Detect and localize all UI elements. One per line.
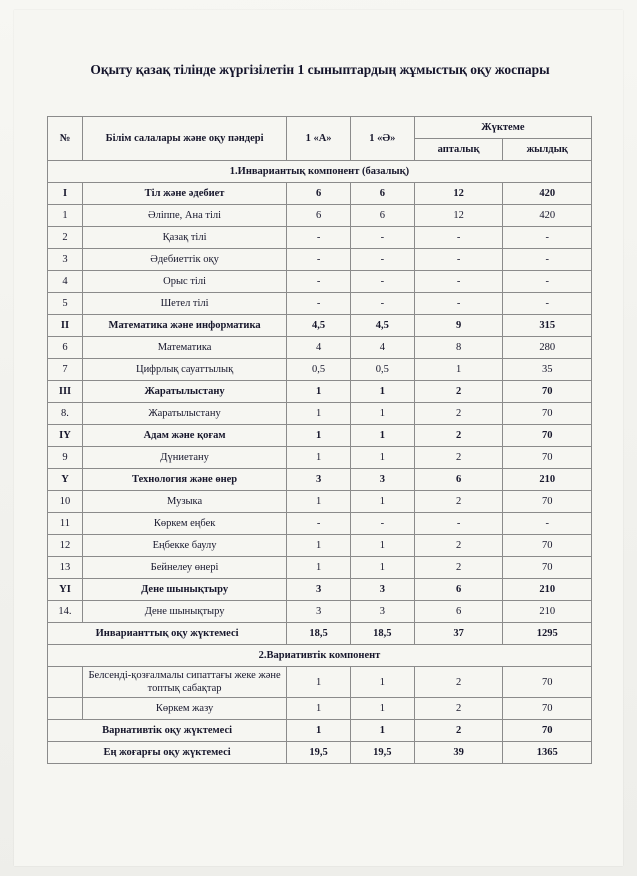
cell-class-a: 6 (287, 205, 351, 227)
cell-subject: Математика (82, 337, 286, 359)
cell-no: 10 (48, 491, 83, 513)
cell-subject: Цифрлық сауаттылық (82, 359, 286, 381)
cell-class-b: - (350, 513, 414, 535)
header-yearly: жылдық (503, 139, 592, 161)
cell-no: IY (48, 425, 83, 447)
table-body (48, 161, 592, 764)
cell-subject: Тіл және әдебиет (82, 183, 286, 205)
cell-class-b: 4 (350, 337, 414, 359)
cell-no (48, 698, 83, 720)
cell-yearly: 70 (503, 403, 592, 425)
cell-weekly: 2 (414, 720, 503, 742)
cell-weekly: 39 (414, 742, 503, 764)
table-row (48, 447, 592, 469)
cell-subject: Шетел тілі (82, 293, 286, 315)
table-row (48, 557, 592, 579)
cell-class-b: 1 (350, 720, 414, 742)
cell-yearly: 70 (503, 535, 592, 557)
cell-yearly: 210 (503, 579, 592, 601)
cell-weekly: 2 (414, 557, 503, 579)
cell-no: I (48, 183, 83, 205)
cell-class-a: 1 (287, 425, 351, 447)
cell-no: 12 (48, 535, 83, 557)
cell-yearly: - (503, 227, 592, 249)
cell-yearly: 315 (503, 315, 592, 337)
cell-no: 1 (48, 205, 83, 227)
table-row (48, 579, 592, 601)
cell-weekly: - (414, 227, 503, 249)
cell-class-a: 1 (287, 381, 351, 403)
cell-class-b: - (350, 271, 414, 293)
cell-no: 11 (48, 513, 83, 535)
cell-class-b: 1 (350, 403, 414, 425)
cell-subject: Жаратылыстану (82, 381, 286, 403)
cell-no (48, 667, 83, 698)
cell-class-a: 1 (287, 667, 351, 698)
cell-subject: Еңбекке баулу (82, 535, 286, 557)
cell-yearly: 210 (503, 601, 592, 623)
cell-yearly: 70 (503, 425, 592, 447)
cell-subject: Музыка (82, 491, 286, 513)
cell-class-b: 4,5 (350, 315, 414, 337)
section-row-variative (48, 645, 592, 667)
cell-weekly: 2 (414, 667, 503, 698)
cell-yearly: - (503, 293, 592, 315)
cell-weekly: 8 (414, 337, 503, 359)
table-row (48, 293, 592, 315)
cell-yearly: 280 (503, 337, 592, 359)
cell-weekly: 2 (414, 425, 503, 447)
cell-weekly: 2 (414, 403, 503, 425)
header-weekly: апталық (414, 139, 503, 161)
cell-yearly: 1365 (503, 742, 592, 764)
table-header-row (48, 117, 592, 139)
cell-subject: Дене шынықтыру (82, 601, 286, 623)
cell-class-b: - (350, 249, 414, 271)
cell-class-a: 4,5 (287, 315, 351, 337)
grand-total-row (48, 742, 592, 764)
section-label: 2.Вариативтік компонент (48, 645, 592, 667)
cell-no: YI (48, 579, 83, 601)
cell-subject: Инварианттық оқу жүктемесі (48, 623, 287, 645)
cell-class-a: - (287, 293, 351, 315)
cell-class-b: 1 (350, 491, 414, 513)
cell-yearly: 1295 (503, 623, 592, 645)
cell-class-b: 0,5 (350, 359, 414, 381)
cell-weekly: 2 (414, 491, 503, 513)
cell-no: 9 (48, 447, 83, 469)
cell-class-b: 1 (350, 425, 414, 447)
table-row (48, 535, 592, 557)
table-row (48, 227, 592, 249)
cell-class-b: 1 (350, 667, 414, 698)
cell-yearly: 70 (503, 698, 592, 720)
cell-class-a: - (287, 249, 351, 271)
cell-subject: Жаратылыстану (82, 403, 286, 425)
cell-subject: Көркем жазу (82, 698, 286, 720)
cell-class-b: - (350, 293, 414, 315)
cell-class-b: 1 (350, 381, 414, 403)
cell-subject: Белсенді-қозғалмалы сипаттағы жеке және топтық сабақтар (82, 667, 286, 698)
cell-yearly: 70 (503, 447, 592, 469)
cell-subject: Орыс тілі (82, 271, 286, 293)
table-row (48, 698, 592, 720)
cell-class-a: 1 (287, 491, 351, 513)
cell-weekly: - (414, 271, 503, 293)
table-row (48, 491, 592, 513)
cell-class-b: 1 (350, 447, 414, 469)
cell-class-a: - (287, 513, 351, 535)
cell-class-b: 6 (350, 183, 414, 205)
cell-yearly: 70 (503, 491, 592, 513)
cell-yearly: - (503, 249, 592, 271)
table-row (48, 601, 592, 623)
cell-subject: Дене шынықтыру (82, 579, 286, 601)
cell-class-a: 3 (287, 579, 351, 601)
cell-class-a: 1 (287, 698, 351, 720)
table-row (48, 205, 592, 227)
cell-no: 5 (48, 293, 83, 315)
cell-yearly: 70 (503, 667, 592, 698)
cell-class-a: - (287, 271, 351, 293)
cell-class-b: 1 (350, 557, 414, 579)
cell-yearly: 420 (503, 183, 592, 205)
table-row (48, 381, 592, 403)
cell-subject: Адам және қоғам (82, 425, 286, 447)
cell-yearly: 70 (503, 381, 592, 403)
cell-subject: Варнативтік оқу жүктемесі (48, 720, 287, 742)
cell-no: 14. (48, 601, 83, 623)
cell-weekly: 37 (414, 623, 503, 645)
variative-total-row (48, 720, 592, 742)
cell-no: 6 (48, 337, 83, 359)
cell-class-a: 1 (287, 403, 351, 425)
table-row (48, 469, 592, 491)
cell-no: III (48, 381, 83, 403)
cell-subject: Көркем еңбек (82, 513, 286, 535)
cell-class-a: 1 (287, 720, 351, 742)
cell-subject: Қазақ тілі (82, 227, 286, 249)
cell-no: 4 (48, 271, 83, 293)
cell-class-a: 1 (287, 447, 351, 469)
cell-class-b: 3 (350, 579, 414, 601)
table-row (48, 249, 592, 271)
cell-subject: Ең жоғарғы оқу жүктемесі (48, 742, 287, 764)
cell-yearly: 420 (503, 205, 592, 227)
header-no: № (48, 117, 83, 161)
cell-class-b: 3 (350, 469, 414, 491)
cell-weekly: 6 (414, 579, 503, 601)
curriculum-table (47, 116, 592, 764)
cell-class-a: 4 (287, 337, 351, 359)
cell-weekly: 2 (414, 535, 503, 557)
table-row (48, 183, 592, 205)
cell-weekly: 6 (414, 469, 503, 491)
cell-class-b: 19,5 (350, 742, 414, 764)
cell-class-a: - (287, 227, 351, 249)
table-row (48, 425, 592, 447)
cell-no: Y (48, 469, 83, 491)
cell-weekly: 12 (414, 205, 503, 227)
cell-weekly: - (414, 249, 503, 271)
cell-yearly: 70 (503, 557, 592, 579)
cell-weekly: - (414, 513, 503, 535)
cell-class-b: 6 (350, 205, 414, 227)
cell-no: II (48, 315, 83, 337)
cell-no: 7 (48, 359, 83, 381)
header-subject: Білім салалары және оқу пәндері (82, 117, 286, 161)
cell-subject: Әдебиеттік оқу (82, 249, 286, 271)
cell-subject: Әліппе, Ана тілі (82, 205, 286, 227)
cell-class-b: 18,5 (350, 623, 414, 645)
cell-yearly: 210 (503, 469, 592, 491)
header-load: Жүктеме (414, 117, 591, 139)
page-title: Оқыту қазақ тілінде жүргізілетін 1 сыныптардың жұмыстық оқу жоспары (90, 62, 550, 77)
cell-class-a: 1 (287, 557, 351, 579)
table-row (48, 271, 592, 293)
cell-subject: Бейнелеу өнері (82, 557, 286, 579)
cell-class-a: 1 (287, 535, 351, 557)
cell-class-b: 1 (350, 535, 414, 557)
cell-weekly: 2 (414, 447, 503, 469)
cell-class-a: 6 (287, 183, 351, 205)
cell-class-a: 19,5 (287, 742, 351, 764)
cell-yearly: - (503, 271, 592, 293)
cell-yearly: 70 (503, 720, 592, 742)
table-row (48, 359, 592, 381)
cell-no: 3 (48, 249, 83, 271)
cell-yearly: 35 (503, 359, 592, 381)
table-row (48, 337, 592, 359)
cell-subject: Технология және өнер (82, 469, 286, 491)
cell-weekly: 6 (414, 601, 503, 623)
table-row (48, 513, 592, 535)
cell-yearly: - (503, 513, 592, 535)
cell-class-a: 3 (287, 601, 351, 623)
cell-class-a: 0,5 (287, 359, 351, 381)
section-row-invariant (48, 161, 592, 183)
cell-subject: Дүниетану (82, 447, 286, 469)
cell-class-a: 18,5 (287, 623, 351, 645)
cell-weekly: 2 (414, 698, 503, 720)
header-class-b: 1 «Ә» (350, 117, 414, 161)
cell-weekly: 12 (414, 183, 503, 205)
cell-weekly: 9 (414, 315, 503, 337)
cell-no: 2 (48, 227, 83, 249)
cell-no: 8. (48, 403, 83, 425)
cell-weekly: 1 (414, 359, 503, 381)
cell-weekly: 2 (414, 381, 503, 403)
table-row (48, 667, 592, 698)
cell-class-a: 3 (287, 469, 351, 491)
cell-class-b: 1 (350, 698, 414, 720)
cell-class-b: - (350, 227, 414, 249)
cell-no: 13 (48, 557, 83, 579)
cell-subject: Математика және информатика (82, 315, 286, 337)
invariant-total-row (48, 623, 592, 645)
cell-class-b: 3 (350, 601, 414, 623)
section-label: 1.Инвариантық компонент (базалық) (48, 161, 592, 183)
header-class-a: 1 «А» (287, 117, 351, 161)
table-row (48, 403, 592, 425)
table-row (48, 315, 592, 337)
cell-weekly: - (414, 293, 503, 315)
